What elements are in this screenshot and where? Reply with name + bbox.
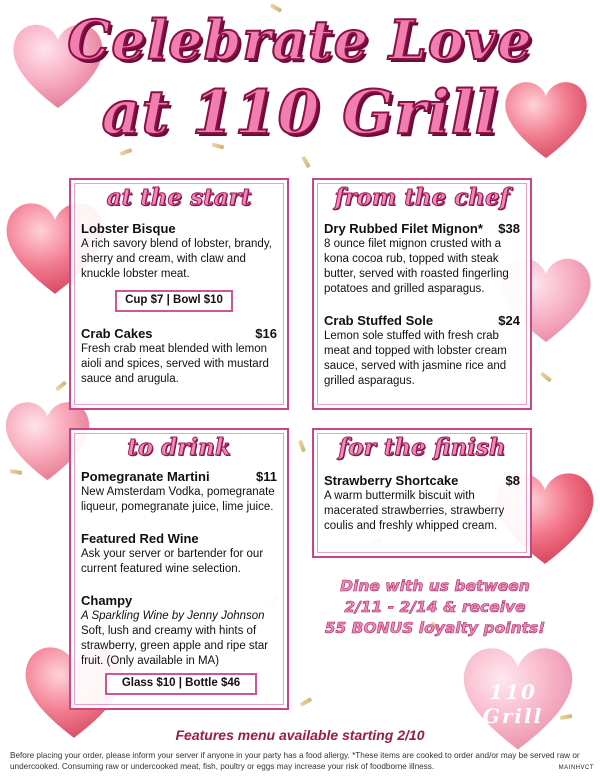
menu-item-crab-stuffed-sole <box>324 312 520 389</box>
brand-logo: 110 Grill <box>482 680 544 728</box>
confetti <box>300 697 312 706</box>
confetti <box>301 156 310 168</box>
page-title-line1: Celebrate Love <box>67 8 533 72</box>
item-name: Crab Cakes <box>81 326 153 341</box>
item-name: Pomegranate Martini <box>81 469 210 484</box>
item-description: New Amsterdam Vodka, pomegranate liqueur, pomegranate juice, lime juice. <box>81 486 275 513</box>
section-heading: for the finish <box>338 434 506 461</box>
item-description: Lemon sole stuffed with fresh crab meat and topped with lobster cream sauce, served with jasmine rice and grilled asparagus. <box>324 330 507 387</box>
item-name: Champy <box>81 593 133 608</box>
item-description: A rich savory blend of lobster, brandy, sherry and cream, with claw and knuckle lobster meat. <box>81 238 272 280</box>
section-heading: from the chef <box>334 184 510 211</box>
section-at-the-start <box>69 178 289 410</box>
menu-item-filet-mignon <box>324 220 520 297</box>
item-name: Crab Stuffed Sole <box>324 313 434 328</box>
allergy-disclaimer: Before placing your order, please inform your server if anyone in your party has a food allergy. *These items are cooked to order and/or may be served raw or undercooked. Consuming raw or undercooked meat, fish, poultry or eggs may increase your risk of foodborne illness. <box>10 751 580 771</box>
section-heading: to drink <box>127 434 231 461</box>
confetti <box>55 381 67 392</box>
item-description: A warm buttermilk biscuit with macerated strawberries, strawberry coulis and freshly whipped cream. <box>324 490 505 532</box>
confetti <box>298 440 306 453</box>
confetti <box>540 372 552 383</box>
item-price: $16 <box>255 326 277 341</box>
promo-line: Dine with us between <box>340 577 530 595</box>
item-price: $38 <box>498 221 520 236</box>
features-note: Features menu available starting 2/10 <box>175 727 425 743</box>
bisque-price-tag: Cup $7 | Bowl $10 <box>115 290 233 312</box>
menu-item-pomegranate-martini <box>81 468 277 515</box>
item-name: Lobster Bisque <box>81 221 176 236</box>
confetti <box>120 148 133 156</box>
section-from-the-chef <box>312 178 532 410</box>
item-price: $11 <box>256 469 277 484</box>
section-to-drink <box>69 428 289 710</box>
loyalty-promo <box>320 576 550 639</box>
item-description: 8 ounce filet mignon crusted with a kona cocoa rub, topped with steak butter, served with roasted fingerling potatoes and grilled asparagus. <box>324 238 509 295</box>
item-name: Featured Red Wine <box>81 531 199 546</box>
section-heading: at the start <box>106 184 252 211</box>
menu-item-crab-cakes <box>81 325 277 387</box>
designer-signature: MAINHVCT <box>558 765 594 771</box>
item-name: Dry Rubbed Filet Mignon* <box>324 221 483 236</box>
page-title-line2: at 110 Grill <box>101 78 499 148</box>
menu-item-featured-red-wine <box>81 530 277 577</box>
promo-line: 55 BONUS loyalty points! <box>324 619 546 637</box>
item-description: Fresh crab meat blended with lemon aioli and spices, served with mustard sauce and arugula. <box>81 343 269 385</box>
menu-item-strawberry-shortcake <box>324 472 520 534</box>
item-price: $24 <box>498 313 520 328</box>
section-for-the-finish <box>312 428 532 558</box>
champy-price-tag: Glass $10 | Bottle $46 <box>105 673 257 695</box>
item-price: $8 <box>505 473 520 488</box>
menu-item-champy <box>81 592 277 669</box>
item-name: Strawberry Shortcake <box>324 473 459 488</box>
menu-item-lobster-bisque <box>81 220 277 282</box>
item-subtitle: A Sparkling Wine by Jenny Johnson <box>81 610 265 622</box>
item-description: Ask your server or bartender for our current featured wine selection. <box>81 548 264 575</box>
item-description: Soft, lush and creamy with hints of strawberry, green apple and ripe star fruit. (Only available in MA) <box>81 625 269 667</box>
promo-line: 2/11 - 2/14 & receive <box>344 598 526 616</box>
